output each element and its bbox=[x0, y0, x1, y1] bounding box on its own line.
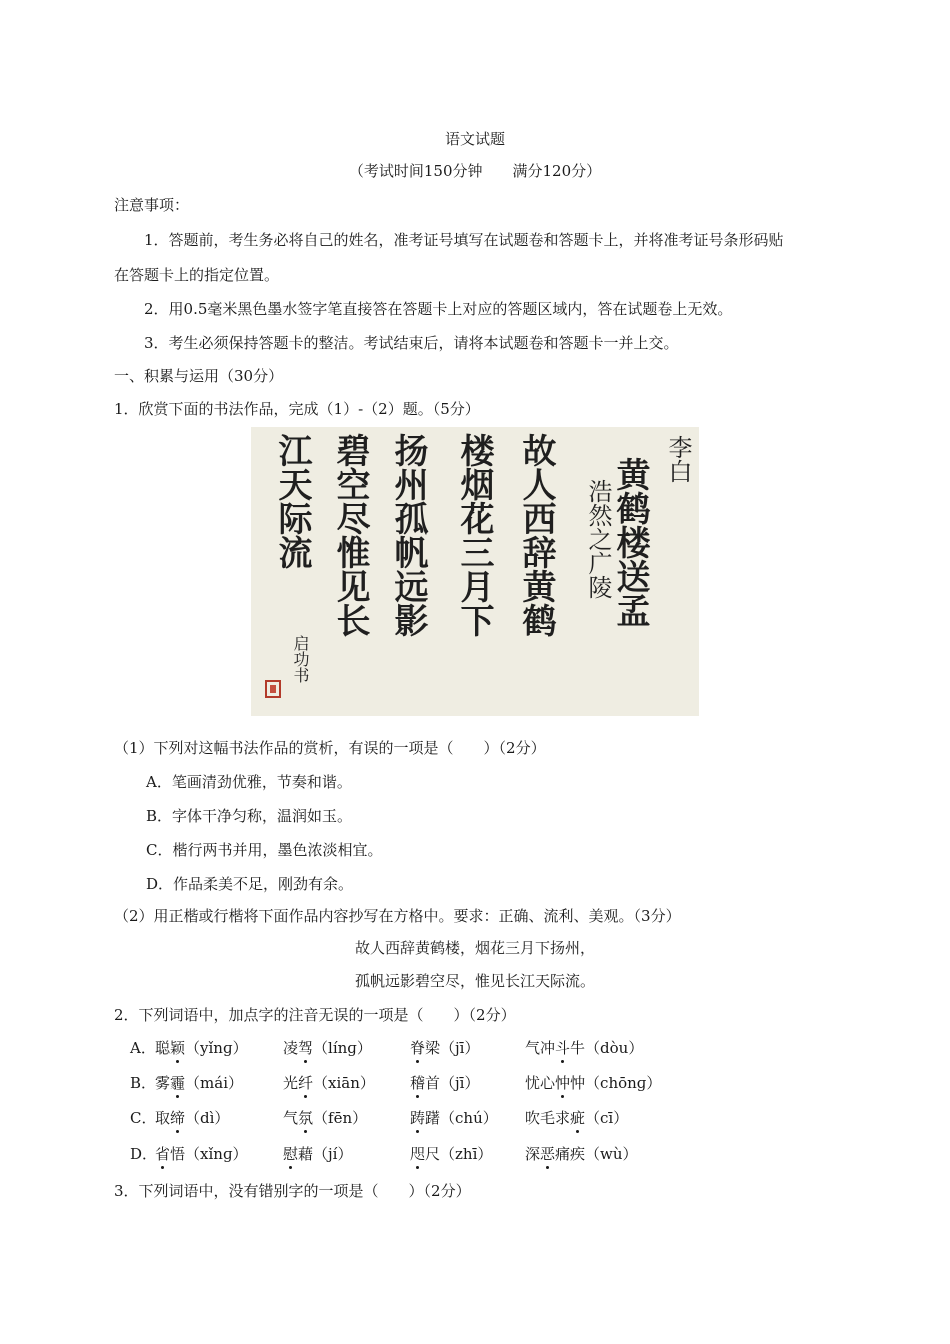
pinyin: （cī） bbox=[585, 1109, 629, 1127]
exam-info: （考试时间150分钟 满分120分） bbox=[348, 162, 602, 180]
emphasized-char: 疵 bbox=[570, 1109, 586, 1127]
word-text: 牛 bbox=[570, 1039, 586, 1057]
emphasized-char: 缔 bbox=[170, 1109, 186, 1127]
emphasized-char: 恶 bbox=[540, 1145, 556, 1163]
pinyin: （mái） bbox=[185, 1074, 243, 1092]
pinyin: （chōnɡ） bbox=[585, 1074, 662, 1092]
pinyin: （dòu） bbox=[585, 1039, 644, 1057]
word-item bbox=[410, 1073, 479, 1093]
subquestion-2-stem: （2）用正楷或行楷将下面作品内容抄写在方格中。要求：正确、流利、美观。（3分） bbox=[114, 907, 681, 925]
pinyin: （dì） bbox=[185, 1109, 230, 1127]
word-text: 悟 bbox=[170, 1145, 186, 1163]
emphasized-char: 驾 bbox=[298, 1039, 314, 1057]
emphasized-char: 脊 bbox=[410, 1039, 426, 1057]
calligraphy-artwork bbox=[251, 427, 699, 716]
pinyin: （jī） bbox=[440, 1074, 480, 1092]
pinyin: （chú） bbox=[440, 1109, 498, 1127]
subquestion-1-stem: （1）下列对这幅书法作品的赏析，有误的一项是（ ）（2分） bbox=[114, 739, 546, 757]
seal-stamp bbox=[265, 680, 281, 698]
option-label: C． bbox=[130, 1109, 157, 1127]
emphasized-char: 慰 bbox=[283, 1145, 299, 1163]
emphasized-char: 咫 bbox=[410, 1145, 426, 1163]
pinyin: （jí） bbox=[313, 1145, 353, 1163]
emphasized-char: 斗 bbox=[555, 1039, 571, 1057]
word-item bbox=[155, 1038, 248, 1058]
word-item bbox=[410, 1108, 498, 1128]
section-heading: 一、积累与运用（30分） bbox=[114, 367, 284, 385]
option-label: B． bbox=[130, 1074, 157, 1092]
emphasized-char: 纤 bbox=[298, 1074, 314, 1092]
word-text: 深 bbox=[525, 1145, 541, 1163]
word-text: 尺 bbox=[425, 1145, 441, 1163]
pinyin: （zhī） bbox=[440, 1145, 493, 1163]
word-item bbox=[410, 1038, 479, 1058]
calligraphy-signature: 启功书 bbox=[291, 635, 310, 683]
word-text: 梁 bbox=[425, 1039, 441, 1057]
emphasized-char: 踌 bbox=[410, 1109, 426, 1127]
word-item bbox=[525, 1108, 628, 1128]
option-a: A．笔画清劲优雅，节奏和谐。 bbox=[146, 773, 352, 791]
option-label: A． bbox=[130, 1039, 156, 1057]
word-text: 忡 bbox=[570, 1074, 586, 1092]
calligraphy-column: 楼烟花三月下 bbox=[454, 433, 494, 637]
poem-line: 故人西辞黄鹤楼，烟花三月下扬州， bbox=[354, 939, 595, 957]
poem-line: 孤帆远影碧空尽，惟见长江天际流。 bbox=[354, 972, 595, 990]
word-text: 雾 bbox=[155, 1074, 171, 1092]
question-3-stem: 3．下列词语中，没有错别字的一项是（ ）（2分） bbox=[114, 1182, 471, 1200]
word-item bbox=[525, 1038, 643, 1058]
calligraphy-column: 碧空尽惟见长 bbox=[330, 433, 370, 637]
word-item bbox=[283, 1108, 367, 1128]
word-text: 聪 bbox=[155, 1039, 171, 1057]
question-2-stem: 2．下列词语中，加点字的注音无误的一项是（ ）（2分） bbox=[114, 1006, 516, 1024]
word-item bbox=[410, 1144, 492, 1164]
pinyin: （fēn） bbox=[313, 1109, 368, 1127]
word-text: 忧心 bbox=[525, 1074, 556, 1092]
word-item bbox=[283, 1144, 352, 1164]
word-text: 躇 bbox=[425, 1109, 441, 1127]
calligraphy-column: 黄鹤楼送孟 bbox=[610, 457, 650, 627]
calligraphy-column: 江天际流 bbox=[272, 433, 312, 569]
pinyin: （xǐnɡ） bbox=[185, 1145, 248, 1163]
notice-heading: 注意事项： bbox=[114, 196, 190, 214]
word-item bbox=[155, 1073, 243, 1093]
word-item bbox=[283, 1038, 372, 1058]
pinyin: （línɡ） bbox=[313, 1039, 372, 1057]
notice-item-1: 1．答题前，考生务必将自己的姓名，准考证号填写在试题卷和答题卡上，并将准考证号条形码贴 bbox=[144, 231, 784, 249]
notice-item-1-cont: 在答题卡上的指定位置。 bbox=[114, 266, 280, 284]
option-c: C．楷行两书并用，墨色浓淡相宜。 bbox=[146, 841, 383, 859]
page-title: 语文试题 bbox=[444, 130, 505, 148]
word-item bbox=[525, 1144, 638, 1164]
word-item bbox=[155, 1144, 248, 1164]
pinyin: （jī） bbox=[440, 1039, 480, 1057]
word-text: 凌 bbox=[283, 1039, 299, 1057]
emphasized-char: 省 bbox=[155, 1145, 171, 1163]
word-text: 气 bbox=[283, 1109, 299, 1127]
calligraphy-column: 浩然之广陵 bbox=[584, 479, 612, 599]
pinyin: （wù） bbox=[585, 1145, 638, 1163]
pinyin: （xiān） bbox=[313, 1074, 375, 1092]
emphasized-char: 霾 bbox=[170, 1074, 186, 1092]
notice-item-3: 3．考生必须保持答题卡的整洁。考试结束后，请将本试题卷和答题卡一并上交。 bbox=[144, 334, 679, 352]
word-text: 光 bbox=[283, 1074, 299, 1092]
emphasized-char: 氛 bbox=[298, 1109, 314, 1127]
calligraphy-column: 故人西辞黄鹤 bbox=[516, 433, 556, 637]
word-text: 取 bbox=[155, 1109, 171, 1127]
pinyin: （yǐnɡ） bbox=[185, 1039, 248, 1057]
option-b: B．字体干净匀称，温润如玉。 bbox=[146, 807, 353, 825]
emphasized-char: 忡 bbox=[555, 1074, 571, 1092]
word-item bbox=[155, 1108, 229, 1128]
word-text: 吹毛求 bbox=[525, 1109, 571, 1127]
question-1-stem: 1．欣赏下面的书法作品，完成（1）-（2）题。（5分） bbox=[114, 400, 480, 418]
calligraphy-column: 李白 bbox=[664, 435, 692, 483]
notice-item-2: 2．用0.5毫米黑色墨水签字笔直接答在答题卡上对应的答题区域内，答在试题卷上无效。 bbox=[144, 300, 733, 318]
emphasized-char: 稽 bbox=[410, 1074, 426, 1092]
calligraphy-column: 扬州孤帆远影 bbox=[388, 433, 428, 637]
word-text: 藉 bbox=[298, 1145, 314, 1163]
word-text: 气冲 bbox=[525, 1039, 556, 1057]
option-d: D．作品柔美不足，刚劲有余。 bbox=[146, 875, 354, 893]
word-text: 痛疾 bbox=[555, 1145, 586, 1163]
word-item bbox=[525, 1073, 661, 1093]
option-label: D． bbox=[130, 1145, 158, 1163]
word-text: 首 bbox=[425, 1074, 441, 1092]
word-item bbox=[283, 1073, 375, 1093]
emphasized-char: 颖 bbox=[170, 1039, 186, 1057]
